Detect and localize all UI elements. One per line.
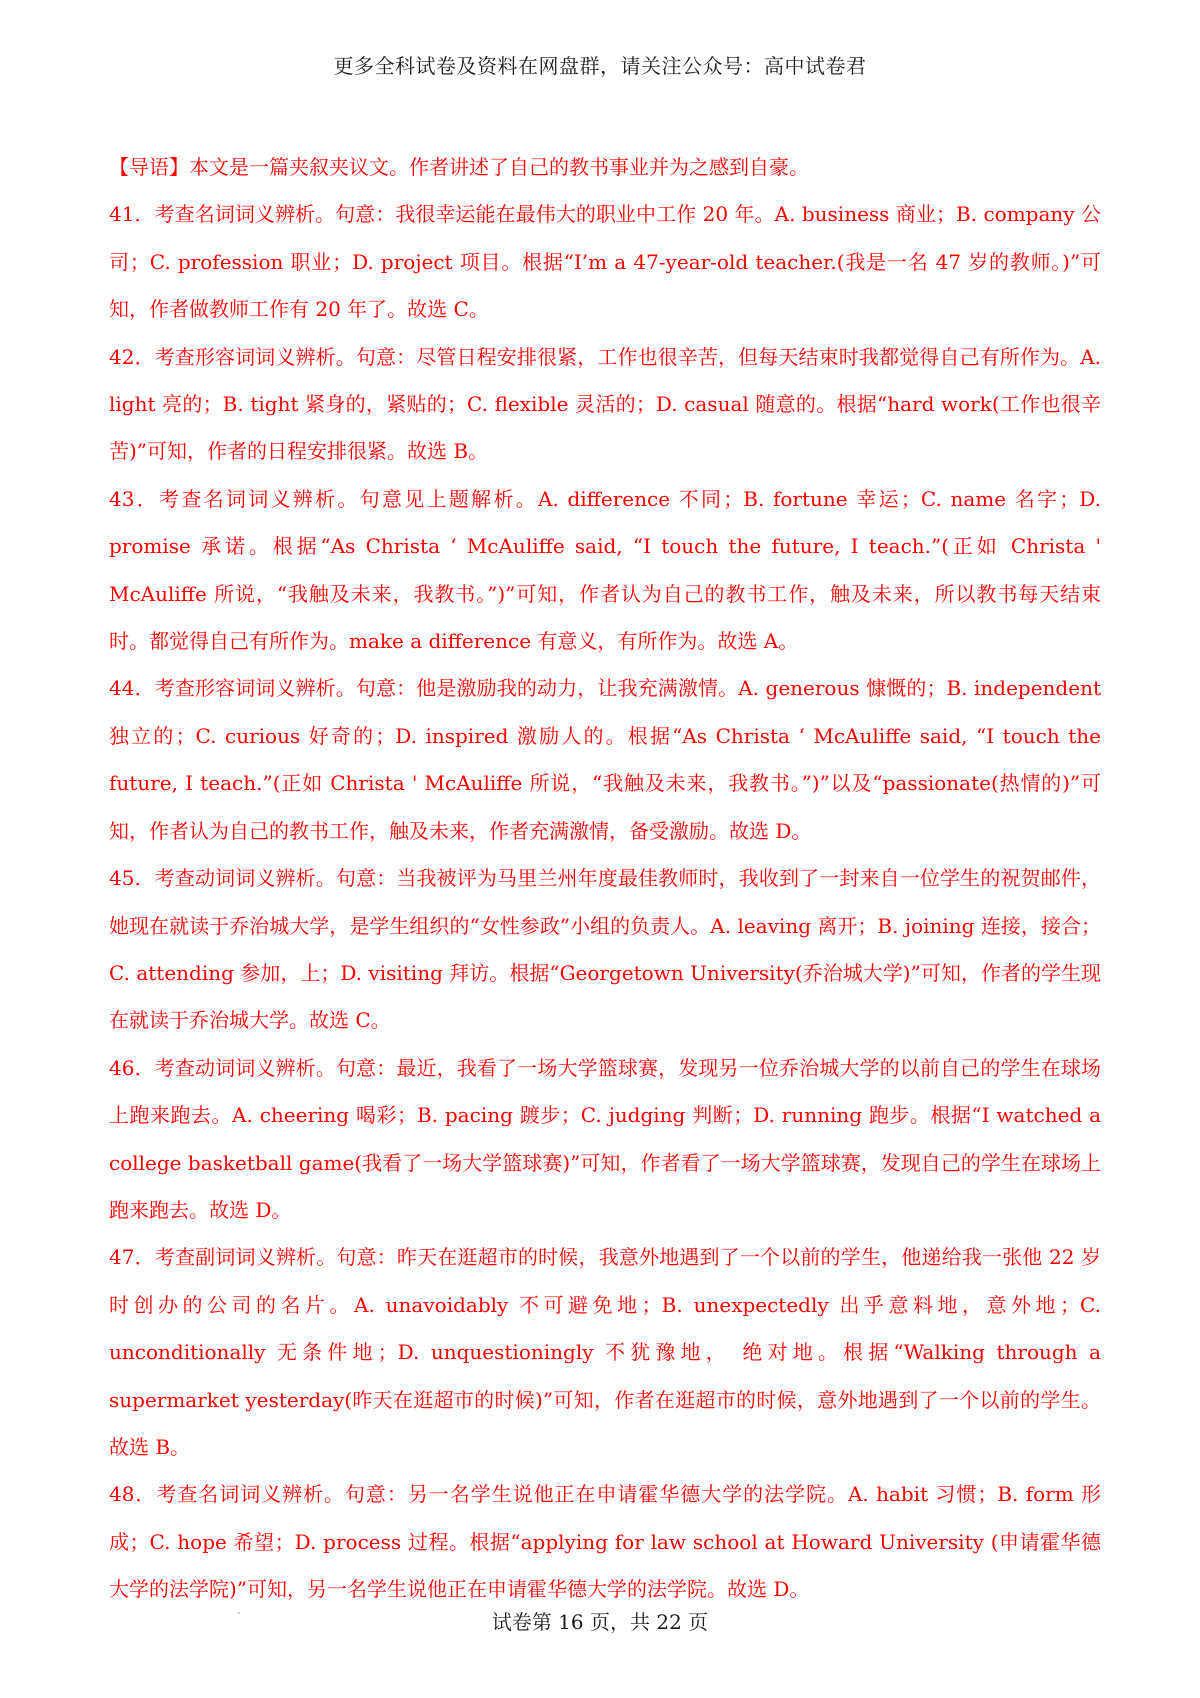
answer-analysis <box>109 144 1101 1614</box>
item-43: 43．考查名词词义辨析。句意见上题解析。A. difference 不同；B. fortune 幸运；C. name 名字；D. promise 承诺。根据“As Christa ‘ McAuliffe said, “I touch the future, I teach.”(正如 Christa ' McAuliffe 所说，“我触及未来，我教书。”)”可知，作者认为自己的教书工作，触及未来，所以教书每天结束时。都觉得自己有所作为。make a difference 有意义，有所作为。故选 A。 <box>109 486 1101 654</box>
item-46: 46．考查动词词义辨析。句意：最近，我看了一场大学篮球赛，发现另一位乔治城大学的以前自己的学生在球场上跑来跑去。A. cheering 喝彩；B. pacing 踱步；C. judging 判断；D. running 跑步。根据“I watched a college basketball game(我看了一场大学篮球赛)”可知，作者看了一场大学篮球赛，发现自己的学生在球场上跑来跑去。故选 D。 <box>109 1055 1101 1222</box>
intro-paragraph: 【导语】本文是一篇夹叙夹议文。作者讲述了自己的教书事业并为之感到自豪。 <box>109 155 809 179</box>
header-note: 更多全科试卷及资料在网盘群，请关注公众号：高中试卷君 <box>333 54 867 78</box>
item-45: 45．考查动词词义辨析。句意：当我被评为马里兰州年度最佳教师时，我收到了一封来自一位学生的祝贺邮件，她现在就读于乔治城大学，是学生组织的“女性参政”小组的负责人。A. leaving 离开；B. joining 连接，接合；C. attending 参加，上；D. visiting 拜访。根据“Georgetown University(乔治城大学)”可知，作者的学生现在就读于乔治城大学。故选 C。 <box>109 866 1101 1033</box>
item-48: 48．考查名词词义辨析。句意：另一名学生说他正在申请霍华德大学的法学院。A. habit 习惯；B. form 形成；C. hope 希望；D. process 过程。根据“applying for law school at Howard University (申请霍华德大学的法学院)”可知，另一名学生说他正在申请霍华德大学的法学院。故选 D。 <box>109 1482 1101 1602</box>
item-41: 41．考查名词词义辨析。句意：我很幸运能在最伟大的职业中工作 20 年。A. business 商业；B. company 公司；C. profession 职业；D. project 项目。根据“I’m a 47-year-old teacher.(我是一名 47 岁的教师。)”可知，作者做教师工作有 20 年了。故选 C。 <box>109 202 1101 322</box>
item-47: 47．考查副词词义辨析。句意：昨天在逛超市的时候，我意外地遇到了一个以前的学生，他递给我一张他 22 岁时创办的公司的名片。A. unavoidably 不可避免地；B. unexpectedly 出乎意料地，意外地；C. unconditionally 无条件地；D. unquestioningly 不犹豫地， 绝对地。根据“Walking through a supermarket yesterday(昨天在逛超市的时候)”可知，作者在逛超市的时候，意外地遇到了一个以前的学生。故选 B。 <box>109 1245 1101 1459</box>
item-44: 44．考查形容词词义辨析。句意：他是激励我的动力，让我充满激情。A. generous 慷慨的；B. independent 独立的；C. curious 好奇的；D. inspired 激励人的。根据“As Christa ‘ McAuliffe said, “I touch the future, I teach.”(正如 Christa ' McAuliffe 所说，“我触及未来，我教书。”)”以及“passionate(热情的)”可知，作者认为自己的教书工作，触及未来，作者充满激情，备受激励。故选 D。 <box>109 676 1101 843</box>
item-42: 42．考查形容词词义辨析。句意：尽管日程安排很紧，工作也很辛苦，但每天结束时我都觉得自己有所作为。A. light 亮的；B. tight 紧身的，紧贴的；C. flexible 灵活的；D. casual 随意的。根据“hard work(工作也很辛苦)”可知，作者的日程安排很紧。故选 B。 <box>109 344 1101 464</box>
page-number: 试卷第 16 页，共 22 页 <box>491 1610 709 1634</box>
